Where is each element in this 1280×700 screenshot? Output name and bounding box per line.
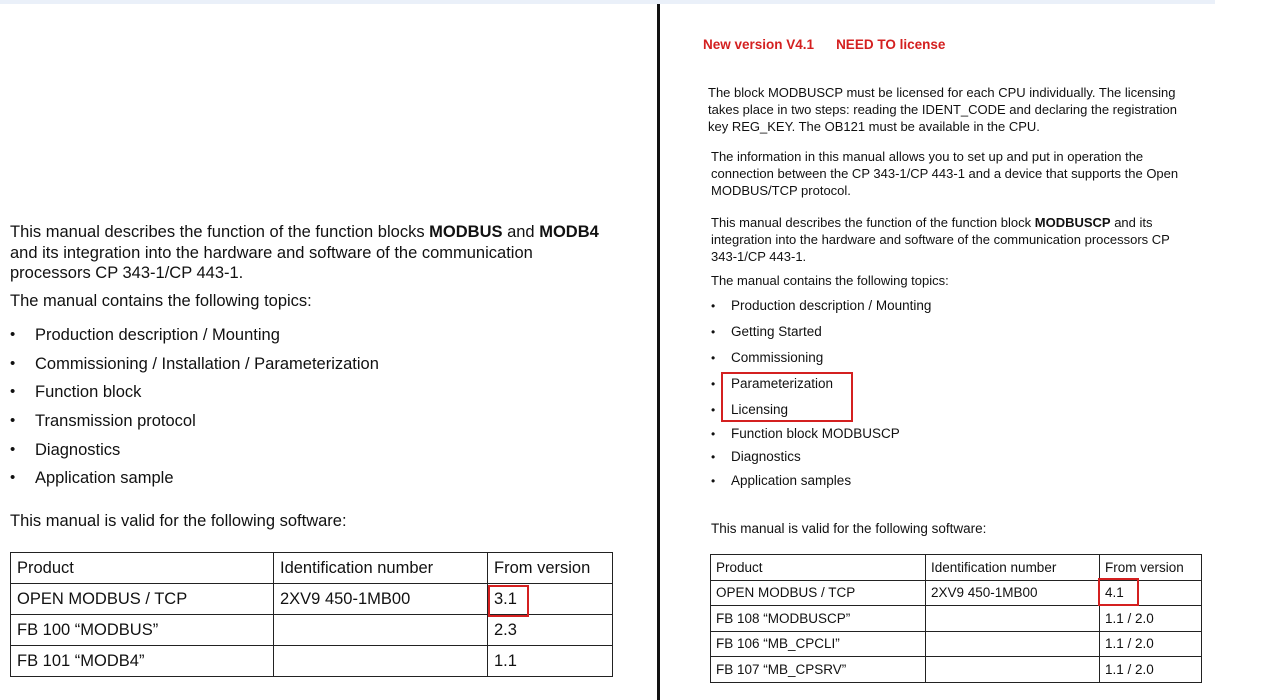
- table-cell: 1.1 / 2.0: [1100, 657, 1202, 683]
- list-item: • Function block MODBUSCP: [711, 424, 931, 448]
- right-topics-title: The manual contains the following topics:: [711, 273, 949, 288]
- table-row: [711, 657, 1202, 683]
- list-item: • Diagnostics: [10, 439, 379, 468]
- page-divider: [657, 4, 660, 700]
- left-page: [10, 0, 650, 700]
- table-cell-version: 3.1: [488, 584, 613, 615]
- table-header: From version: [1100, 555, 1202, 581]
- table-header-row: [11, 553, 613, 584]
- heading-version: New version V4.1: [703, 37, 815, 52]
- table-cell: 1.1 / 2.0: [1100, 631, 1202, 657]
- license-paragraph: The block MODBUSCP must be licensed for each CPU individually. The licensing takes place in two steps: reading the IDENT_CODE and declaring the registration key REG_KEY. The OB121 must be available in the CPU.: [708, 85, 1177, 134]
- list-item: • Transmission protocol: [10, 410, 379, 439]
- list-item: • Application sample: [10, 467, 379, 496]
- left-topics-list: [10, 324, 379, 496]
- intro-bold-modbus: MODBUS: [429, 223, 503, 241]
- intro-bold-modb4: MODB4: [539, 223, 599, 241]
- table-cell: [274, 646, 488, 677]
- list-item: • Production description / Mounting: [711, 296, 931, 322]
- table-cell: 2XV9 450-1MB00: [274, 584, 488, 615]
- table-cell-version: 4.1: [1100, 580, 1202, 606]
- table-cell: [926, 657, 1100, 683]
- right-valid-title: This manual is valid for the following software:: [711, 521, 987, 536]
- left-intro-paragraph: [10, 222, 610, 284]
- table-row: [711, 606, 1202, 632]
- table-cell: 2.3: [488, 615, 613, 646]
- table-cell: 1.1: [488, 646, 613, 677]
- table-cell: FB 107 “MB_CPSRV”: [711, 657, 926, 683]
- table-header: Identification number: [926, 555, 1100, 581]
- list-item: • Commissioning / Installation / Parameterization: [10, 353, 379, 382]
- table-row: [11, 615, 613, 646]
- description-bold-modbuscp: MODBUSCP: [1034, 215, 1111, 230]
- table-row: [711, 631, 1202, 657]
- table-cell: [926, 631, 1100, 657]
- list-item: • Application samples: [711, 471, 931, 495]
- list-item: • Function block: [10, 381, 379, 410]
- table-header: Identification number: [274, 553, 488, 584]
- table-header: Product: [11, 553, 274, 584]
- list-item: • Production description / Mounting: [10, 324, 379, 353]
- description-text: and its integration into the hardware and software of the communication processors CP 343-1/CP 443-1.: [711, 215, 1170, 264]
- description-paragraph: [711, 214, 1191, 265]
- table-cell: 2XV9 450-1MB00: [926, 580, 1100, 606]
- right-topics-highlight: [721, 372, 853, 422]
- table-cell: [274, 615, 488, 646]
- list-item: • Diagnostics: [711, 447, 931, 471]
- table-header: From version: [488, 553, 613, 584]
- list-item: • Getting Started: [711, 322, 931, 348]
- left-valid-title: This manual is valid for the following software:: [10, 512, 347, 530]
- right-version-highlight: [1098, 578, 1139, 606]
- right-software-table: [710, 554, 1202, 683]
- intro-text: and: [502, 223, 540, 241]
- version-heading: [703, 36, 1183, 53]
- left-version-highlight: [488, 585, 529, 617]
- table-cell: 1.1 / 2.0: [1100, 606, 1202, 632]
- table-header: Product: [711, 555, 926, 581]
- table-cell: FB 101 “MODB4”: [11, 646, 274, 677]
- table-cell: FB 108 “MODBUSCP”: [711, 606, 926, 632]
- heading-license: NEED TO license: [836, 37, 946, 52]
- intro-text: and its integration into the hardware and software of the communication processors CP 343-1/CP 443-1.: [10, 243, 533, 282]
- list-item: • Commissioning: [711, 348, 931, 374]
- list-item: • Licensing: [711, 400, 931, 424]
- left-topics-title: The manual contains the following topics:: [10, 292, 312, 310]
- table-header-row: [711, 555, 1202, 581]
- intro-text: This manual describes the function of the function blocks: [10, 223, 430, 241]
- table-cell: FB 100 “MODBUS”: [11, 615, 274, 646]
- table-row: [11, 646, 613, 677]
- table-cell: OPEN MODBUS / TCP: [11, 584, 274, 615]
- table-cell: FB 106 “MB_CPCLI”: [711, 631, 926, 657]
- list-item: • Parameterization: [711, 374, 931, 400]
- description-text: This manual describes the function of the function block: [711, 215, 1035, 230]
- table-cell: OPEN MODBUS / TCP: [711, 580, 926, 606]
- info-paragraph: The information in this manual allows you to set up and put in operation the connection between the CP 343-1/CP 443-1 and a device that supports the Open MODBUS/TCP protocol.: [711, 149, 1179, 198]
- table-cell: [926, 606, 1100, 632]
